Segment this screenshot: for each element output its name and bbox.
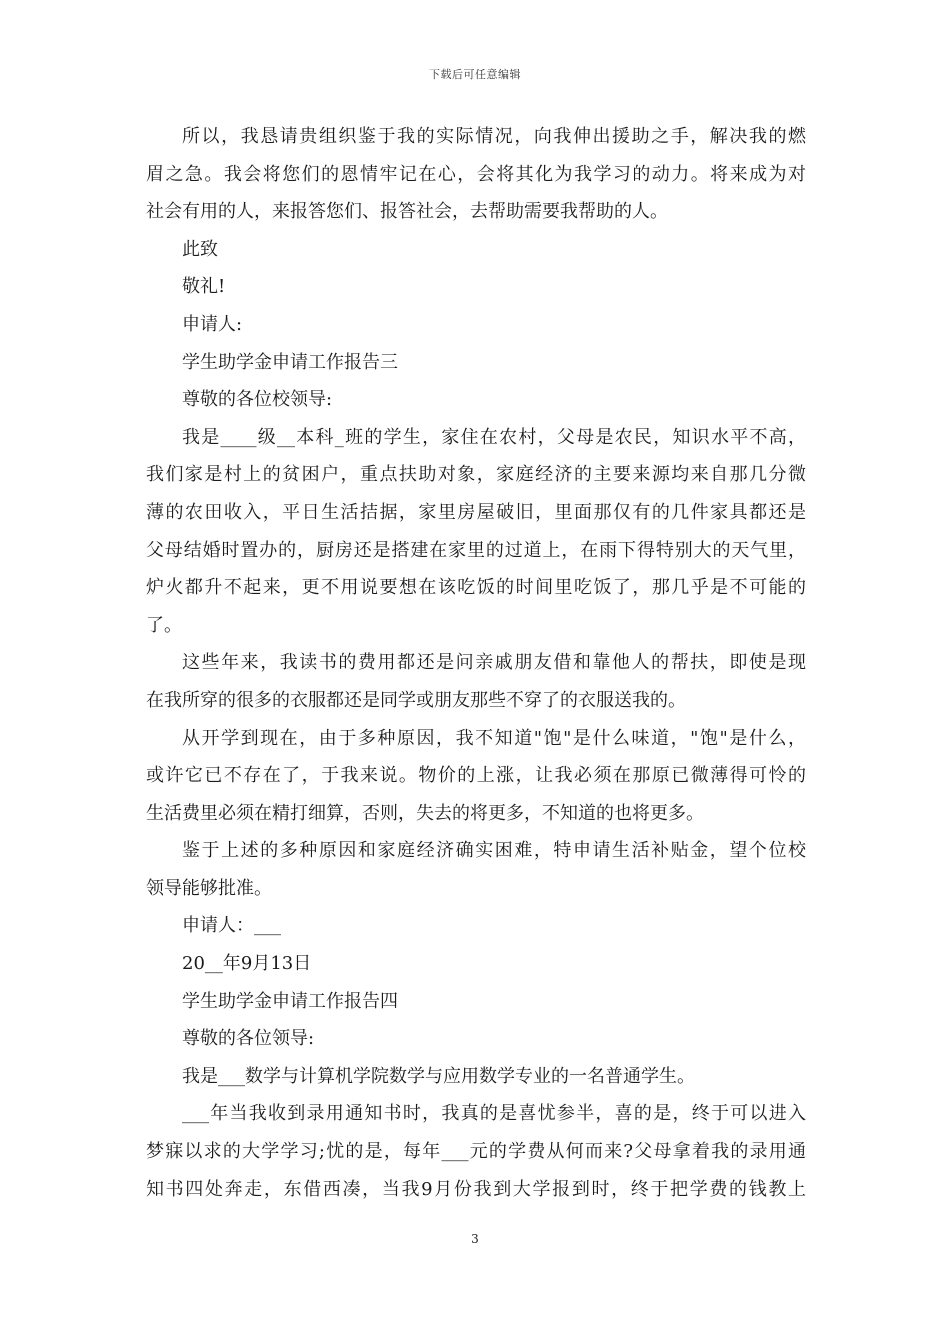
paragraph-line: 我是____级__本科_班的学生，家住在农村，父母是农民，知识水平不高， (182, 426, 806, 448)
paragraph-line: 所以，我恳请贵组织鉴于我的实际情况，向我伸出援助之手，解决我的燃 (182, 126, 806, 147)
closing-line: 此致 (182, 238, 218, 260)
section-title: 学生助学金申请工作报告四 (182, 990, 398, 1012)
section-title: 学生助学金申请工作报告三 (182, 351, 398, 373)
paragraph-line: 炉火都升不起来，更不用说要想在该吃饭的时间里吃饭了，那几乎是不可能的 (146, 577, 806, 599)
paragraph-line: 梦寐以求的大学学习;忧的是，每年___元的学费从何而来?父母拿着我的录用通 (146, 1141, 806, 1163)
salutation: 尊敬的各位校领导: (182, 389, 333, 411)
paragraph-line: 薄的农田收入，平日生活拮据，家里房屋破旧，里面那仅有的几件家具都还是 (146, 501, 806, 523)
paragraph-line: 眉之急。我会将您们的恩情牢记在心，会将其化为我学习的动力。将来成为对 (146, 163, 806, 185)
page-header: 下载后可任意编辑 (429, 68, 521, 81)
paragraph-line: 生活费里必须在精打细算，否则，失去的将更多，不知道的也将更多。 (146, 802, 704, 824)
paragraph-line: 鉴于上述的多种原因和家庭经济确实困难，特申请生活补贴金，望个位校 (182, 840, 806, 862)
paragraph-line: 这些年来，我读书的费用都还是问亲戚朋友借和靠他人的帮扶，即使是现 (182, 652, 806, 674)
paragraph-line: 社会有用的人，来报答您们、报答社会，去帮助需要我帮助的人。 (146, 201, 668, 223)
paragraph-line: 我们家是村上的贫困户，重点扶助对象，家庭经济的主要来源均来自那几分微 (146, 464, 806, 486)
paragraph-line: 了。 (146, 614, 182, 636)
applicant-label: 申请人: (182, 313, 243, 335)
paragraph-line: 知书四处奔走，东借西凑，当我9月份我到大学报到时，终于把学费的钱教上 (146, 1178, 806, 1200)
salutation: 尊敬的各位领导: (182, 1028, 315, 1050)
applicant-signature: 申请人：___ (182, 915, 281, 937)
paragraph-line: 或许它已不存在了，于我来说。物价的上涨，让我必须在那原已微薄得可怜的 (146, 765, 806, 787)
paragraph-line: 在我所穿的很多的衣服都还是同学或朋友那些不穿了的衣服送我的。 (146, 689, 686, 711)
paragraph-line: 我是___数学与计算机学院数学与应用数学专业的一名普通学生。 (182, 1065, 695, 1087)
paragraph-line: 领导能够批准。 (146, 877, 272, 899)
paragraph-line: 从开学到现在，由于多种原因，我不知道"饱"是什么味道，"饱"是什么， (182, 727, 806, 749)
paragraph-line: 父母结婚时置办的，厨房还是搭建在家里的过道上，在雨下得特别大的天气里， (146, 539, 806, 561)
document-body (146, 118, 806, 1208)
paragraph-line: ___年当我收到录用通知书时，我真的是喜忧参半，喜的是，终于可以进入 (182, 1103, 806, 1125)
page-number: 3 (471, 1232, 479, 1246)
closing-line: 敬礼! (182, 276, 226, 298)
date-line: 20__年9月13日 (182, 953, 312, 975)
